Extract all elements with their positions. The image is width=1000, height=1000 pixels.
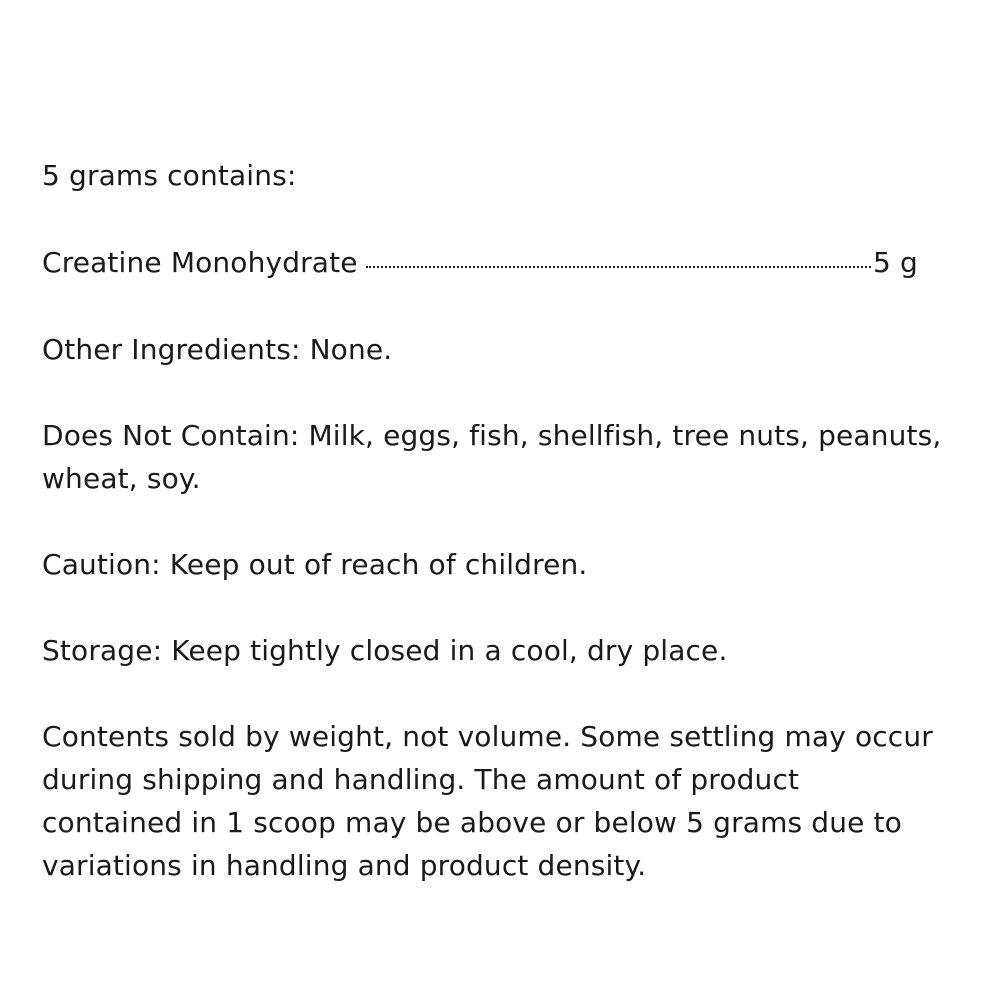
- ingredient-name: Creatine Monohydrate: [42, 246, 358, 279]
- contents-note: Contents sold by weight, not volume. Some settling may occur during shipping and handling. The amount of product contained in 1 scoop may be above or below 5 grams due to variations in handling and product density.: [42, 720, 933, 882]
- supplement-label: [42, 0, 942, 1000]
- storage-statement: Storage: Keep tightly closed in a cool, dry place.: [42, 634, 728, 667]
- ingredient-row: [42, 241, 918, 284]
- ingredient-amount: 5 g: [873, 246, 918, 279]
- other-ingredients: Other Ingredients: None.: [42, 333, 393, 366]
- caution-statement: Caution: Keep out of reach of children.: [42, 548, 588, 581]
- dotted-leader: [366, 266, 871, 268]
- allergen-statement: Does Not Contain: Milk, eggs, fish, shellfish, tree nuts, peanuts, wheat, soy.: [42, 419, 942, 495]
- serving-heading: 5 grams contains:: [42, 159, 297, 192]
